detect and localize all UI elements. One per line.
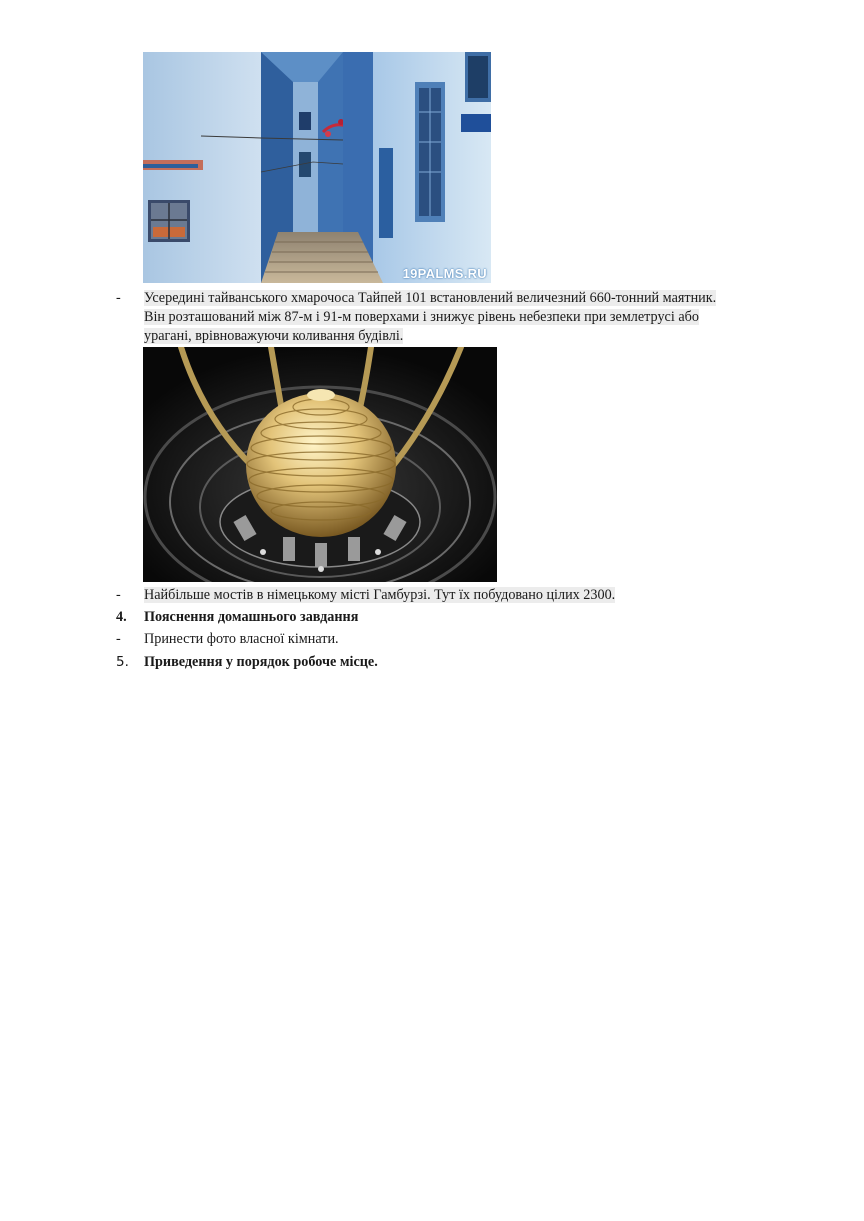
- homework-heading: Пояснення домашнього завдання: [144, 609, 359, 625]
- paragraph-line-3: урагані, врівноважуючи коливання будівлі.: [144, 328, 404, 344]
- workplace-tidy-heading: Приведення у порядок робоче місце.: [144, 654, 378, 670]
- hamburg-bridges-text: Найбільше мостів в німецькому місті Гамбурзі. Тут їх побудовано цілих 2300.: [144, 587, 616, 603]
- mass-damper-illustration: [143, 347, 497, 582]
- hamburg-bridges-line: [144, 586, 844, 605]
- section-number-5: 5.: [116, 654, 129, 670]
- blue-alley-illustration: [143, 52, 491, 283]
- taipei-pendulum-paragraph: [144, 289, 844, 346]
- homework-task: Принести фото власної кімнати.: [144, 631, 339, 647]
- paragraph-line-2: Він розташований між 87-м і 91-м поверхами і знижує рівень небезпеки при землетрусі або: [144, 309, 699, 325]
- alley-photo-watermark: 19PALMS.RU: [402, 266, 487, 281]
- section-number-4: 4.: [116, 609, 127, 625]
- bullet-dash-marker: -: [116, 631, 121, 647]
- bullet-dash-marker: -: [116, 587, 121, 603]
- blue-alley-photo: [143, 52, 491, 283]
- taipei-101-damper-photo: [143, 347, 497, 582]
- paragraph-line-1: Усередині тайванського хмарочоса Тайпей 101 встановлений величезний 660-тонний маятник.: [144, 290, 717, 306]
- bullet-dash-marker: -: [116, 290, 121, 306]
